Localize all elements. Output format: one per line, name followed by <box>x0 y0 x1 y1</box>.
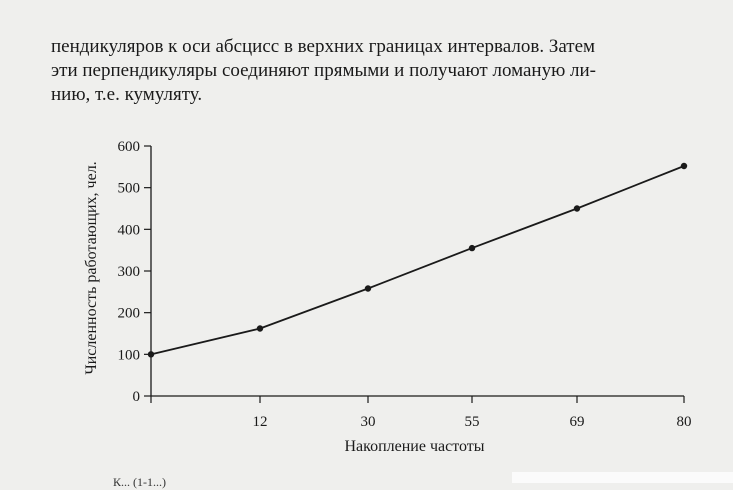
y-tick-label: 100 <box>117 347 140 364</box>
x-tick-label: 55 <box>464 414 480 430</box>
paragraph-line: пендикуляров к оси абсцисс в верхних границах интервалов. Затем <box>51 36 596 57</box>
cut-off-text-fragment: К... (1-1...) <box>113 475 166 489</box>
x-tick-label: 69 <box>569 414 585 430</box>
data-series <box>148 163 687 358</box>
paragraph-line: нию, т.е. кумуляту. <box>51 84 203 105</box>
data-point <box>681 163 687 169</box>
x-tick-label: 80 <box>676 414 692 430</box>
data-point <box>257 325 263 331</box>
data-point <box>574 205 580 211</box>
x-axis-title: Накопление частоты <box>344 438 485 455</box>
x-tick-label: 30 <box>360 414 376 430</box>
y-tick-label: 200 <box>117 305 140 322</box>
x-axis-ticks <box>151 396 692 430</box>
paragraph-line: эти перпендикуляры соединяют прямыми и получают ломаную ли- <box>51 60 597 81</box>
y-tick-label: 0 <box>132 389 140 405</box>
y-tick-label: 300 <box>117 264 140 280</box>
data-point <box>469 245 475 251</box>
y-tick-label: 500 <box>117 180 140 197</box>
y-axis-ticks <box>118 139 152 405</box>
data-point <box>148 351 154 357</box>
cumulative-series-line <box>151 166 684 354</box>
chart-axes <box>151 146 684 396</box>
y-tick-label: 400 <box>117 222 140 239</box>
scan-white-patch <box>512 472 733 483</box>
y-tick-label: 600 <box>117 139 140 155</box>
y-axis-title: Численность работающих, чел. <box>83 161 100 375</box>
x-tick-label: 12 <box>252 414 268 430</box>
data-point <box>365 285 371 291</box>
